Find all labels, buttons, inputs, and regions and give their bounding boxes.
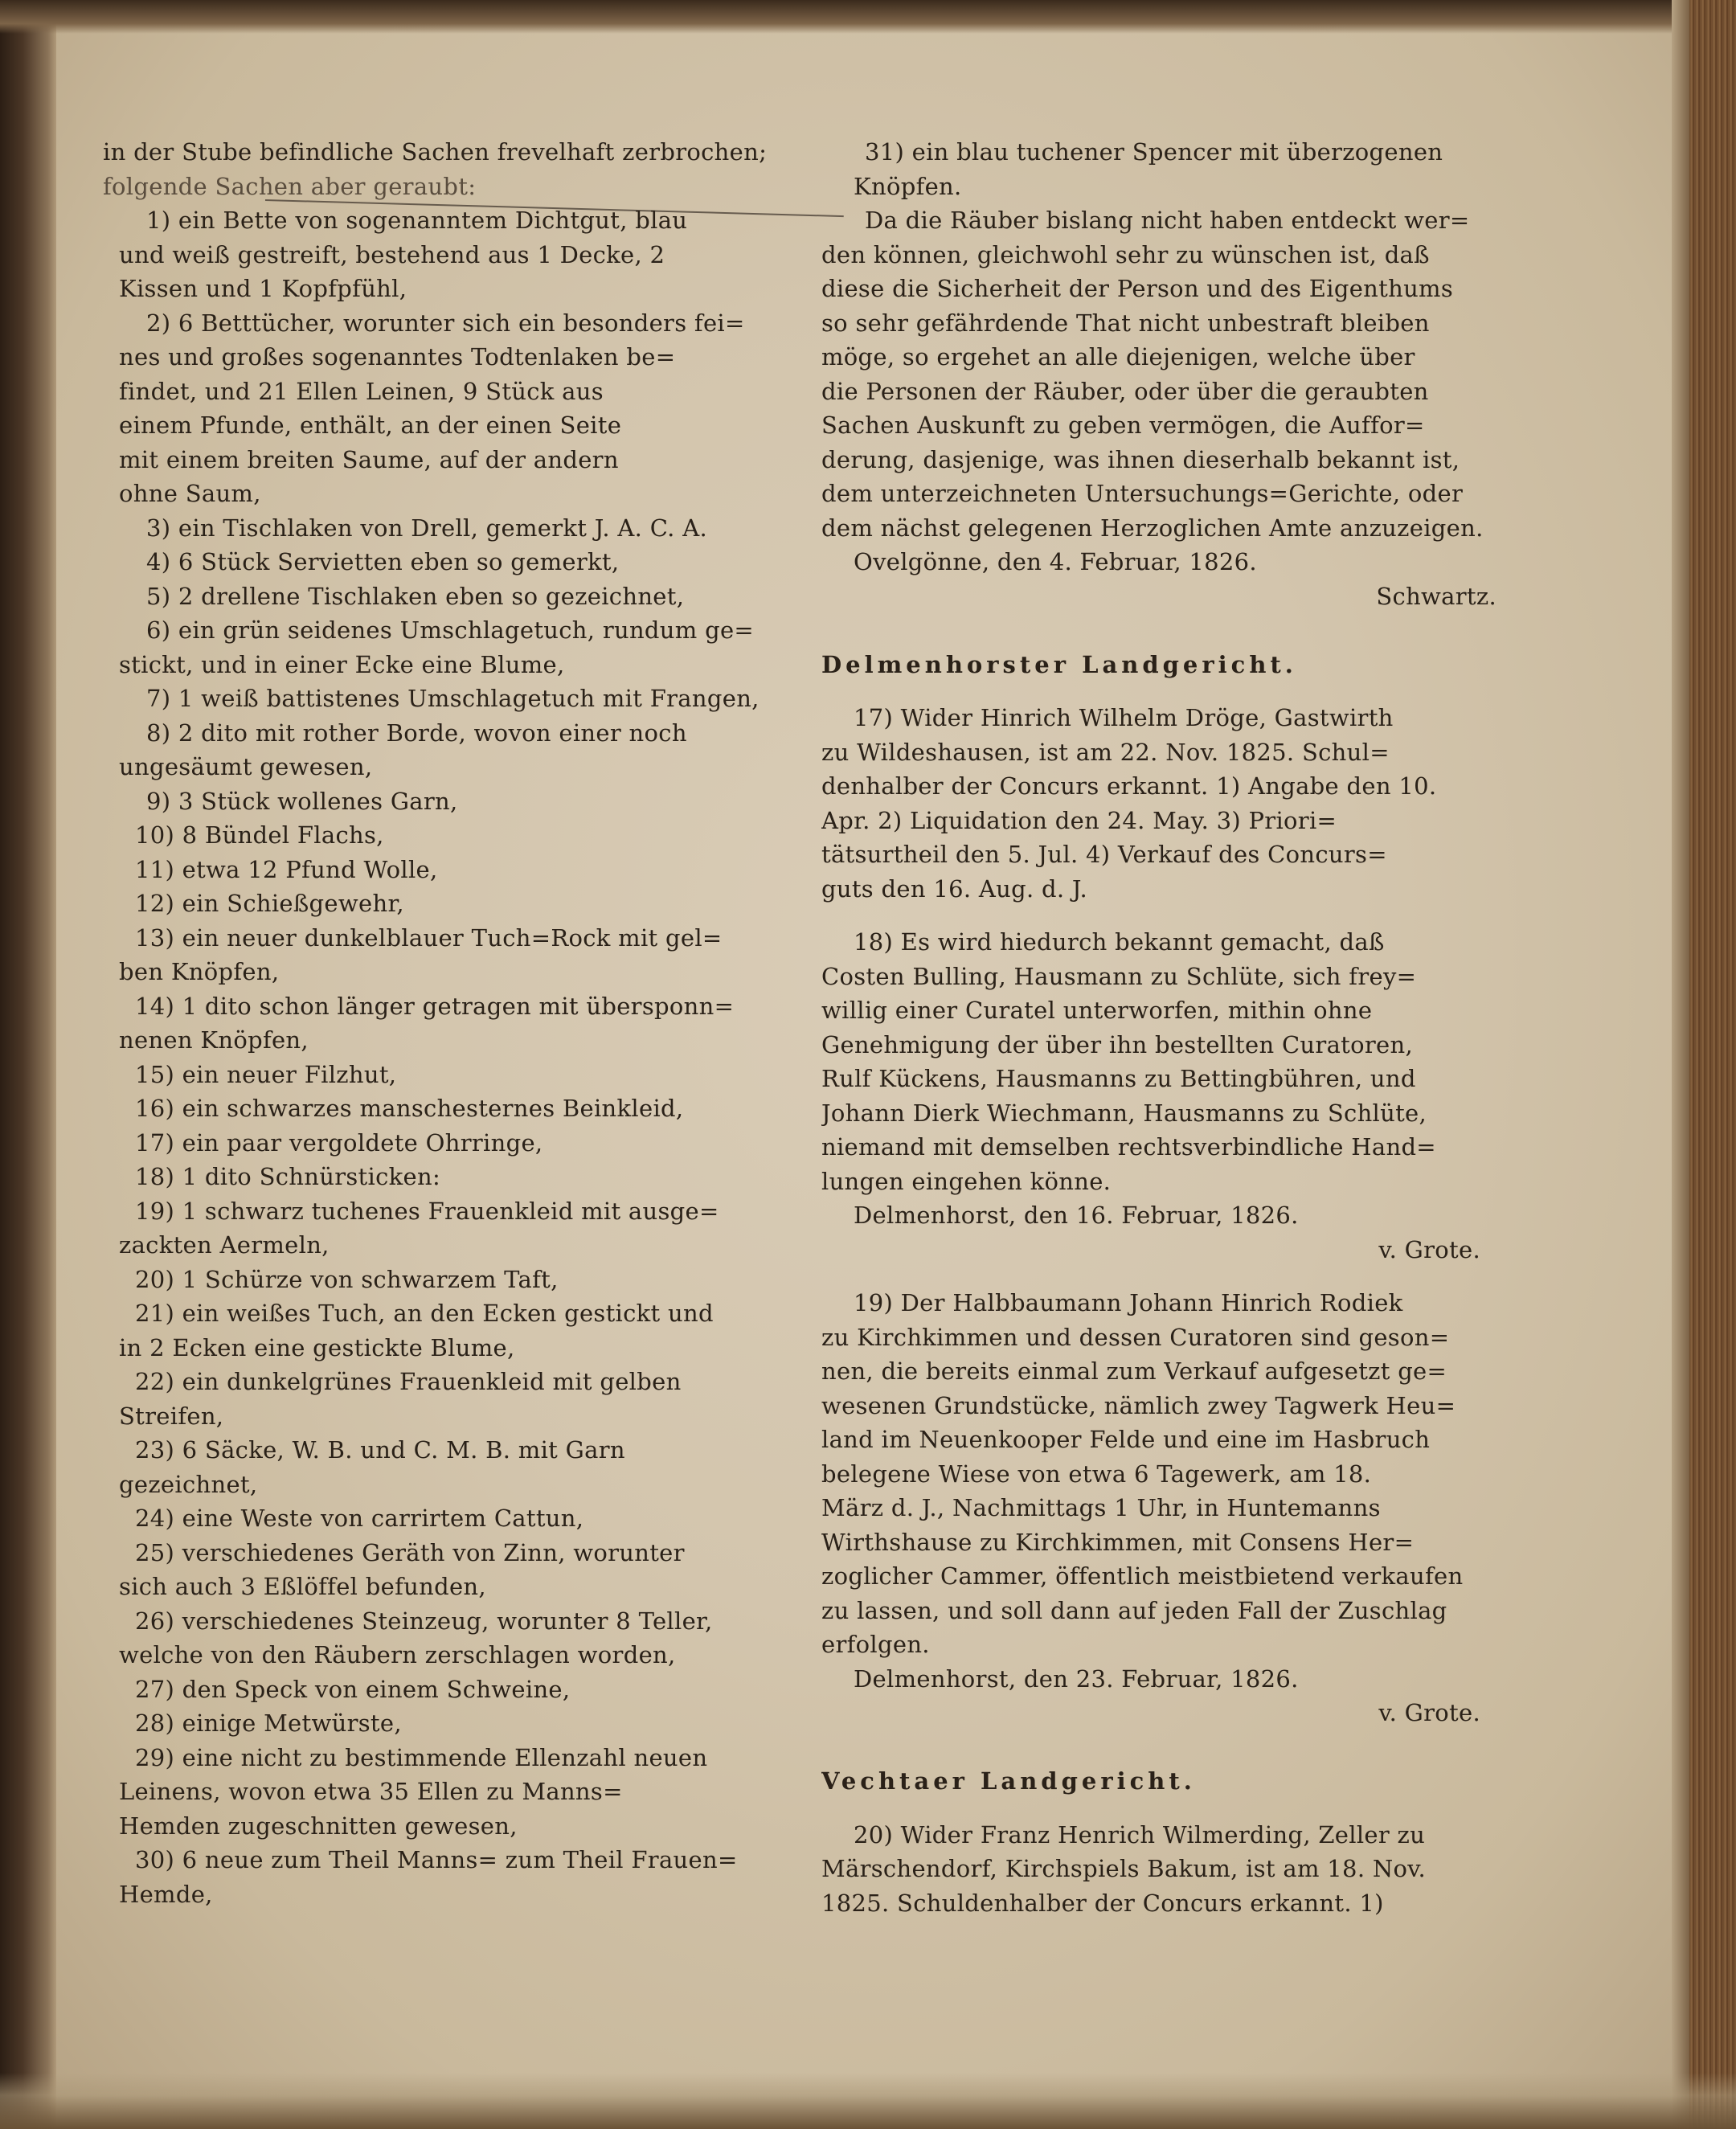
- text-line: einem Pfunde, enthält, an der einen Seite: [119, 411, 622, 439]
- text-line: 14) 1 dito schon länger getragen mit übersponn=: [135, 992, 735, 1020]
- text-line: zu Kirchkimmen und dessen Curatoren sind geson=: [821, 1323, 1450, 1351]
- text-line: ungesäumt gewesen,: [119, 753, 373, 780]
- text-line: 30) 6 neue zum Theil Manns= zum Theil Frauen=: [135, 1846, 738, 1873]
- text-line: 16) ein schwarzes manschesternes Beinkleid,: [135, 1095, 684, 1122]
- text-line: in der Stube befindliche Sachen frevelhaft zerbrochen;: [103, 138, 768, 166]
- text-line: denhalber der Concurs erkannt. 1) Angabe den 10.: [821, 772, 1437, 800]
- text-line: zu lassen, und soll dann auf jeden Fall der Zuschlag: [821, 1596, 1447, 1624]
- text-line: 26) verschiedenes Steinzeug, worunter 8 Teller,: [135, 1607, 713, 1635]
- text-line: zu Wildeshausen, ist am 22. Nov. 1825. Schul=: [821, 738, 1390, 766]
- text-line: ohne Saum,: [119, 480, 261, 507]
- text-line: Sachen Auskunft zu geben vermögen, die Auffor=: [821, 411, 1425, 439]
- text-line: 6) ein grün seidenes Umschlagetuch, rundum ge=: [146, 616, 755, 644]
- text-line: 28) einige Metwürste,: [135, 1709, 402, 1737]
- text-line: Rulf Kückens, Hausmanns zu Bettingbühren, und: [821, 1065, 1416, 1092]
- text-line: 20) Wider Franz Henrich Wilmerding, Zeller zu: [854, 1820, 1426, 1849]
- text-line: lungen eingehen könne.: [821, 1167, 1112, 1195]
- text-line: land im Neuenkooper Felde und eine im Hasbruch: [821, 1426, 1431, 1453]
- spacer: [821, 682, 1545, 701]
- text-line: nenen Knöpfen,: [119, 1026, 309, 1054]
- text-line: 31) ein blau tuchener Spencer mit überzogenen: [865, 138, 1443, 166]
- entry-date: Delmenhorst, den 23. Februar, 1826.: [854, 1664, 1299, 1693]
- text-line: 19) 1 schwarz tuchenes Frauenkleid mit ausge=: [135, 1197, 719, 1225]
- text-line: Apr. 2) Liquidation den 24. May. 3) Priori=: [821, 806, 1337, 834]
- text-line: 4) 6 Stück Servietten eben so gemerkt,: [146, 548, 620, 575]
- text-line: in 2 Ecken eine gestickte Blume,: [119, 1333, 515, 1361]
- spacer: [821, 1730, 1545, 1765]
- text-line: 18) Es wird hiedurch bekannt gemacht, daß: [854, 928, 1385, 956]
- notice-date: Ovelgönne, den 4. Februar, 1826.: [854, 548, 1257, 575]
- section-heading: Delmenhorster Landgericht.: [821, 650, 1297, 678]
- text-line: Wirthshause zu Kirchkimmen, mit Consens Her=: [821, 1528, 1415, 1556]
- text-line: erfolgen.: [821, 1631, 930, 1658]
- text-line: stickt, und in einer Ecke eine Blume,: [119, 650, 565, 678]
- book-gutter: [0, 0, 56, 2129]
- text-line: 17) ein paar vergoldete Ohrringe,: [135, 1128, 543, 1157]
- bottom-shadow: [0, 2073, 1736, 2129]
- text-line: 25) verschiedenes Geräth von Zinn, worunter: [135, 1538, 685, 1566]
- text-line: 21) ein weißes Tuch, an den Ecken gestickt und: [135, 1300, 714, 1327]
- spacer: [821, 906, 1545, 925]
- text-line: Kissen und 1 Kopfpfühl,: [119, 275, 407, 302]
- top-shadow: [0, 0, 1736, 34]
- left-column: [103, 135, 810, 1911]
- text-line: Streifen,: [119, 1402, 224, 1430]
- text-line: 20) 1 Schürze von schwarzem Taft,: [135, 1265, 559, 1293]
- text-line: 12) ein Schießgewehr,: [135, 890, 404, 917]
- text-line: und weiß gestreift, bestehend aus 1 Decke, 2: [119, 240, 665, 268]
- text-line: 10) 8 Bündel Flachs,: [135, 821, 384, 849]
- text-line: derung, dasjenige, was ihnen dieserhalb bekannt ist,: [821, 445, 1460, 473]
- notice-signature: Schwartz.: [1376, 582, 1496, 610]
- text-line: 11) etwa 12 Pfund Wolle,: [135, 855, 438, 883]
- text-line: 3) ein Tischlaken von Drell, gemerkt J. A. C. A.: [146, 514, 707, 542]
- entry-signature: v. Grote.: [1378, 1699, 1480, 1726]
- text-line: 17) Wider Hinrich Wilhelm Dröge, Gastwirth: [854, 704, 1394, 731]
- text-line: 1) ein Bette von sogenanntem Dichtgut, blau: [146, 207, 688, 234]
- spacer: [821, 613, 1545, 648]
- entry-signature: v. Grote.: [1378, 1235, 1480, 1263]
- text-line: so sehr gefährdende That nicht unbestraft bleiben: [821, 309, 1430, 337]
- text-line: niemand mit demselben rechtsverbindliche Hand=: [821, 1133, 1436, 1161]
- text-line: tätsurtheil den 5. Jul. 4) Verkauf des Concurs=: [821, 841, 1387, 868]
- text-line: dem unterzeichneten Untersuchungs=Gerichte, oder: [821, 480, 1464, 507]
- text-line: ben Knöpfen,: [119, 958, 280, 985]
- text-line: 9) 3 Stück wollenes Garn,: [146, 787, 458, 815]
- text-line: gezeichnet,: [119, 1470, 258, 1498]
- text-line: welche von den Räubern zerschlagen worden,: [119, 1641, 676, 1668]
- spacer: [821, 1799, 1545, 1818]
- text-line: März d. J., Nachmittags 1 Uhr, in Huntemanns: [821, 1494, 1381, 1521]
- text-line: 27) den Speck von einem Schweine,: [135, 1675, 571, 1703]
- entry-date: Delmenhorst, den 16. Februar, 1826.: [854, 1202, 1299, 1229]
- text-line: diese die Sicherheit der Person und des Eigenthums: [821, 275, 1454, 302]
- text-line: 19) Der Halbbaumann Johann Hinrich Rodiek: [854, 1289, 1403, 1316]
- text-line: 24) eine Weste von carrirtem Cattun,: [135, 1505, 584, 1532]
- spacer: [821, 1267, 1545, 1286]
- text-line: möge, so ergehet an alle diejenigen, welche über: [821, 343, 1415, 371]
- text-line: Genehmigung der über ihn bestellten Curatoren,: [821, 1030, 1413, 1058]
- text-line: wesenen Grundstücke, nämlich zwey Tagwerk Heu=: [821, 1391, 1456, 1419]
- text-line: Hemde,: [119, 1880, 213, 1908]
- text-line: findet, und 21 Ellen Leinen, 9 Stück aus: [119, 377, 604, 405]
- text-line: dem nächst gelegenen Herzoglichen Amte anzuzeigen.: [821, 514, 1484, 542]
- text-line: 13) ein neuer dunkelblauer Tuch=Rock mit gel=: [135, 923, 723, 952]
- page-stack-edge: [1689, 0, 1736, 2129]
- text-line: folgende Sachen aber geraubt:: [103, 172, 477, 200]
- text-line: 29) eine nicht zu bestimmende Ellenzahl neuen: [135, 1743, 708, 1771]
- text-line: Märschendorf, Kirchspiels Bakum, ist am 18. Nov.: [821, 1855, 1427, 1882]
- text-line: belegene Wiese von etwa 6 Tagewerk, am 18.: [821, 1460, 1372, 1488]
- text-line: die Personen der Räuber, oder über die geraubten: [821, 377, 1429, 405]
- right-column: [821, 135, 1545, 1920]
- text-line: zackten Aermeln,: [119, 1231, 330, 1259]
- text-line: 2) 6 Betttücher, worunter sich ein besonders fei=: [146, 309, 745, 337]
- text-line: nen, die bereits einmal zum Verkauf aufgesetzt ge=: [821, 1357, 1447, 1385]
- text-line: zoglicher Cammer, öffentlich meistbietend verkaufen: [821, 1562, 1464, 1590]
- text-line: Johann Dierk Wiechmann, Hausmanns zu Schlüte,: [821, 1099, 1427, 1127]
- section-heading: Vechtaer Landgericht.: [821, 1767, 1196, 1795]
- text-line: 18) 1 dito Schnürsticken:: [135, 1163, 441, 1190]
- text-line: willig einer Curatel unterworfen, mithin ohne: [821, 997, 1373, 1024]
- text-line: 15) ein neuer Filzhut,: [135, 1060, 397, 1088]
- text-line: guts den 16. Aug. d. J.: [821, 874, 1088, 903]
- text-line: 7) 1 weiß battistenes Umschlagetuch mit Frangen,: [146, 685, 760, 712]
- text-line: 22) ein dunkelgrünes Frauenkleid mit gelben: [135, 1368, 682, 1395]
- text-line: 1825. Schuldenhalber der Concurs erkannt. 1): [821, 1889, 1384, 1917]
- text-line: mit einem breiten Saume, auf der andern: [119, 445, 619, 473]
- text-line: Costen Bulling, Hausmann zu Schlüte, sich frey=: [821, 962, 1417, 990]
- text-line: sich auch 3 Eßlöffel befunden,: [119, 1573, 486, 1600]
- text-line: Leinens, wovon etwa 35 Ellen zu Manns=: [119, 1778, 623, 1805]
- text-line: 8) 2 dito mit rother Borde, wovon einer noch: [146, 719, 687, 747]
- text-line: 5) 2 drellene Tischlaken eben so gezeichnet,: [146, 582, 685, 610]
- text-line: den können, gleichwohl sehr zu wünschen ist, daß: [821, 240, 1430, 268]
- text-line: Da die Räuber bislang nicht haben entdeckt wer=: [865, 207, 1470, 234]
- text-line: Knöpfen.: [854, 172, 962, 200]
- text-line: nes und großes sogenanntes Todtenlaken be=: [119, 343, 676, 371]
- text-line: Hemden zugeschnitten gewesen,: [119, 1812, 518, 1840]
- page-edge-shadow: [1672, 0, 1689, 2129]
- text-line: 23) 6 Säcke, W. B. und C. M. B. mit Garn: [135, 1436, 625, 1464]
